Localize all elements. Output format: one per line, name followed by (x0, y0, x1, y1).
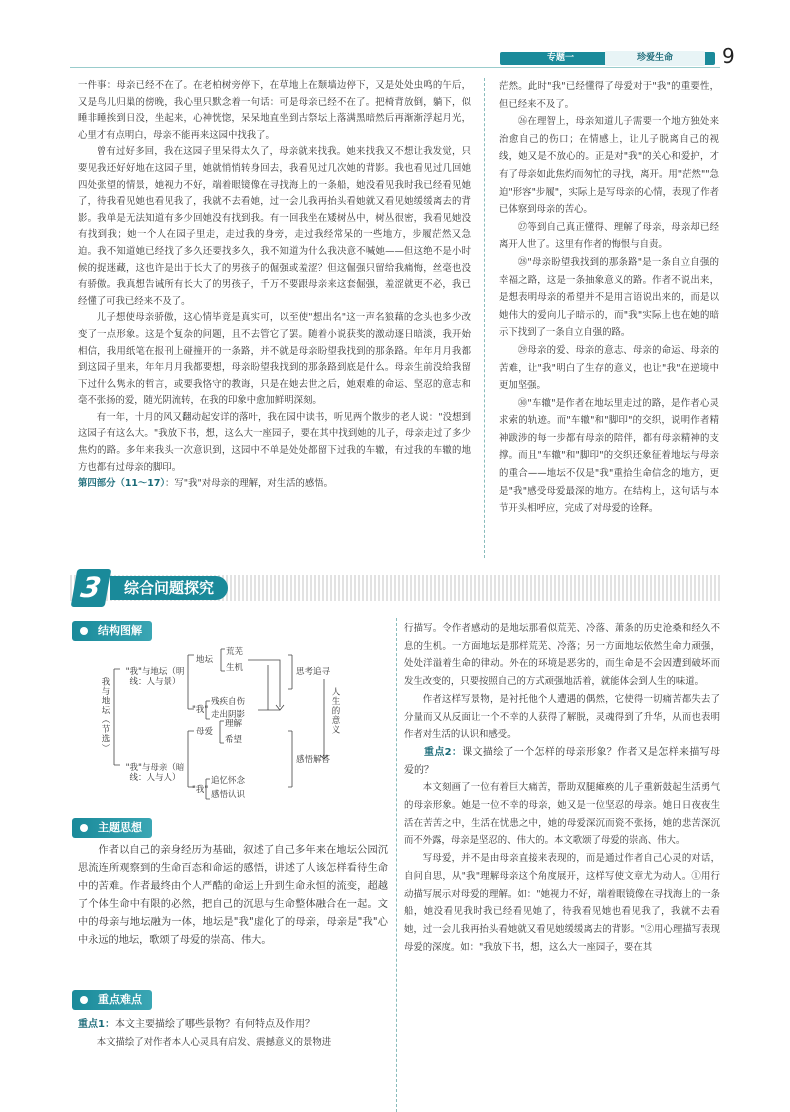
theme-heading: 主题思想 (72, 818, 152, 838)
key-points-text (78, 1016, 388, 1052)
diagram-ganwujieda: 感悟解答 (296, 755, 331, 765)
annotation-column (499, 78, 719, 518)
diagram-rensheng: 人生的意义 (330, 687, 340, 735)
annotation-paragraph: ㉙母亲的爱、母亲的意志、母亲的命运、母亲的苦难，让"我"明白了生存的意义，也让"我"在逆境中更加坚强。 (499, 344, 719, 392)
page-header (0, 0, 790, 72)
diagram-root: 我与地坛（节选） (100, 677, 110, 753)
diagram-wo2: "我" (192, 785, 209, 795)
key-question-2 (404, 744, 720, 779)
header-title: 珍爱生命 (605, 51, 705, 66)
analysis-paragraph: 写母爱，并不是由母亲直接来表现的，而是通过作者自己心灵的对话，自问自思，从"我"理解母亲这个角度展开，这样写使文章尤为动人。①用行动描写展示对母爱的理解。如："她视力不好，端着眼镜像在寻找海上的一条船，她没看见我时我已经看见她了，待我看见她也看见我了，我就不去看她，过一会儿我再抬头看她就又看见她缓缓离去的背影。"②用心理描写表现母爱的深度。如："我放下书，想，这么大一座园子，要在其 (404, 853, 720, 953)
header-rule (70, 67, 720, 68)
part-label: 第四部分（11～17） (78, 478, 166, 490)
diagram-branch2: "我"与母亲（暗线：人与人） (125, 763, 185, 783)
section-title: 综合问题探究 (110, 576, 228, 600)
theme-paragraph: 作者以自己的亲身经历为基础，叙述了自己多年来在地坛公园沉思流连所观察到的生命百态和命运的感悟，讲述了人该怎样看待生命中的苦难。作者最终由个人严酷的命运上升到生命永恒的流变，超越了个体生命中有限的必然，把自己的沉思与生命整体融合在一起。文中的母亲与地坛融为一体，地坛是"我"虚化了的母亲，母亲是"我"心中永远的地坛，歌颂了母爱的崇高、伟大。 (78, 845, 388, 946)
diagram-zhuiyi: 追忆怀念 (211, 776, 246, 786)
diagram-xiwang: 希望 (225, 735, 243, 745)
key-question-2-text: 课文描绘了一个怎样的母亲形象？作者又是怎样来描写母爱的？ (404, 746, 720, 776)
analysis-paragraph: 本文刻画了一位有着巨大痛苦，帮助双腿瘫痪的儿子重新鼓起生活勇气的母亲形象。她是一位不幸的母亲，她又是一位坚忍的母亲。她日日夜夜生活在苦苦之中，生活在忧患之中，她的母爱深沉而瓷不张扬，她的悲苦深沉而不外露，母亲是坚忍的、伟大的。本文歌颂了母爱的崇高、伟大。 (404, 782, 720, 847)
diagram-huangwu: 荒芜 (226, 647, 244, 657)
diagram-ganwu: 感悟认识 (211, 790, 246, 800)
page-number: 9 (722, 44, 735, 68)
column-divider-bottom (396, 618, 397, 1112)
part-summary (78, 476, 471, 493)
analysis-paragraph: 行描写。令作者感动的是地坛那看似荒芜、冷落、萧条的历史沧桑和经久不息的生机。一方面地坛是那样荒芜、冷落；另一方面地坛依然生命力顽强，处处洋溢着生命的律动。外在的环境是恶劣的，而生命是不会因遭到破坏而发生改变的，只要按照自己的方式顽强地活着，就能体会到人生的味道。 (404, 623, 720, 688)
analysis-paragraph: 作者这样写景物，是衬托他个人遭遇的偶然，它使得一切痛苦都失去了分量而又从反面让一个不幸的人获得了解脱，灵魂得到了升华，从而也表明作者对生活的认识和感受。 (404, 693, 720, 741)
theme-text (78, 842, 388, 950)
diagram-wo1: "我" (192, 705, 209, 715)
diagram-muai: 母爱 (196, 727, 214, 737)
diagram-zouchu: 走出阴影 (211, 710, 246, 720)
diagram-branch1: "我"与地坛（明线：人与景） (125, 667, 185, 687)
structure-diagram (80, 647, 390, 807)
diagram-canji: 残疾自伤 (211, 697, 246, 707)
header-topic: 专题一 (546, 53, 574, 63)
annotation-paragraph: ㉗等到自己真正懂得、理解了母亲，母亲却已经离开人世了。这里有作者的悔恨与自责。 (499, 221, 719, 251)
structure-heading: 结构图解 (72, 621, 152, 641)
text-paragraph: 曾有过好多回，我在这园子里呆得太久了，母亲就来找我。她来找我又不想让我发觉，只要见我还好好地在这园子里，她就悄悄转身回去，我看见过几次她的背影。我也看见过几回她四处张望的情景，她视力不好，端着眼镜像在寻找海上的一条船，她没看见我时我已经看见她了，待我看见她也看见我了，我就不去看她，过一会儿我再抬头看她就又看见她缓缓离去的背影。我单是无法知道有多少回她没有找到我。有一回我坐在矮树丛中，树丛很密，我看见她没有找到我；她一个人在园子里走，走过我的身旁，走过我经常呆的一些地方，步履茫然又急迫。我不知道她已经找了多久还要找多久，我不知道为什么我决意不喊她——但这绝不是小时候的捉迷藏，这也许是出于长大了的男孩子的倔强或羞涩？但这倔强只留给我痛悔，丝毫也没有骄傲。我真想告诫所有长大了的男孩子，千万不要跟母亲来这套倔强，羞涩就更不必，我已经懂了可我已经来不及了。 (78, 146, 471, 307)
text-paragraph: 有一年，十月的风又翻动起安详的落叶，我在园中读书，听见两个散步的老人说："没想到这园子有这么大。"我放下书，想，这么大一座园子，要在其中找到她的儿子，母亲走过了多少焦灼的路。多年来我头一次意识到，这园中不单是处处都留下过我的车辙，有过我的车辙的地方也都有过母亲的脚印。 (78, 411, 471, 473)
section-3-banner (70, 569, 720, 607)
diagram-shengji: 生机 (226, 663, 244, 673)
annotation-paragraph: ㉖在理智上，母亲知道儿子需要一个地方独处来治愈自己的伤口；在情感上，让儿子脱离自己的视线，她又是不放心的。正是对"我"的关心和爱护，才有了母亲如此焦灼而匆忙的寻找，离开。用"茫然""急迫"形容"步履"，实际上是写母亲的心情，表现了作者已体察到母亲的苦心。 (499, 116, 719, 216)
key-points-heading: 重点难点 (72, 990, 152, 1010)
column-divider (484, 78, 485, 558)
original-text-column (78, 78, 471, 493)
annotation-paragraph: 茫然。此时"我"已经懂得了母爱对于"我"的重要性，但已经来不及了。 (499, 81, 719, 110)
diagram-sikao: 思考追寻 (296, 667, 331, 677)
key-question-1-text: 本文主要描绘了哪些景物？有何特点及作用？ (114, 1019, 315, 1030)
key-question-1-label: 重点1： (78, 1019, 115, 1030)
text-paragraph: 儿子想使母亲骄傲，这心情毕竟是真实可，以至使"想出名"这一声名狼藉的念头也多少改变了一点形象。这是个复杂的问题，且不去管它了罢。随着小说获奖的激动逐日暗淡，我开始相信，我用纸笔在报刊上碰撞开的一条路，并不就是母亲盼望我找到的那条路。年年月月我都到这园子里来，年年月月我都要想，母亲盼望我找到的那条路到底是什么。母亲生前没给我留下过什么隽永的哲言，或要我恪守的教诲，只是在她去世之后，她艰难的命运、坚忍的意志和毫不张扬的爱，随光阴流转，在我的印象中愈加鲜明深刻。 (78, 312, 471, 407)
part-text: ：写"我"对母亲的理解，对生活的感悟。 (165, 478, 334, 490)
text-paragraph: 一件事：母亲已经不在了。在老柏树旁停下，在草地上在颓墙边停下，又是处处虫鸣的午后，又是鸟儿归巢的傍晚，我心里只默念着一句话：可是母亲已经不在了。把椅背放倒，躺下，似睡非睡挨到日没，坐起来，心神恍惚，呆呆地直坐到古祭坛上落满黑暗然后再渐渐浮起月光，心里才有点明白，母亲不能再来这园中找我了。 (78, 80, 471, 141)
diagram-ditan: 地坛 (196, 655, 214, 665)
link-top (248, 660, 280, 707)
key-question-2-label: 重点2： (424, 746, 463, 758)
analysis-column (404, 620, 720, 956)
annotation-paragraph: ㉘"母亲盼望我找到的那条路"是一条自立自强的幸福之路，这是一条抽象意义的路。作者不说出来，是想表明母亲的希望并不是用言语说出来的，而是以她伟大的爱向儿子暗示的，而"我"实际上也在她的暗示下找到了一条自立自强的路。 (499, 256, 719, 339)
key-answer-1: 本文描绘了对作者本人心灵具有启发、震撼意义的景物进 (96, 1037, 332, 1048)
diagram-lijie: 理解 (225, 719, 243, 729)
key-question-1 (78, 1016, 388, 1034)
section-number: 3 (71, 569, 112, 607)
annotation-paragraph: ㉚"车辙"是作者在地坛里走过的路，是作者心灵求索的轨迹。而"车辙"和"脚印"的交织，说明作者精神跋涉的每一步都有母亲的陪伴，都有母亲精神的支撑。而且"车辙"和"脚印"的交织还象征着地坛与母亲的重合——地坛不仅是"我"重拾生命信念的地方，更是"我"感受母爱最深的地方。在结构上，这句话与本节开头相呼应，完成了对母爱的诠释。 (499, 397, 719, 515)
